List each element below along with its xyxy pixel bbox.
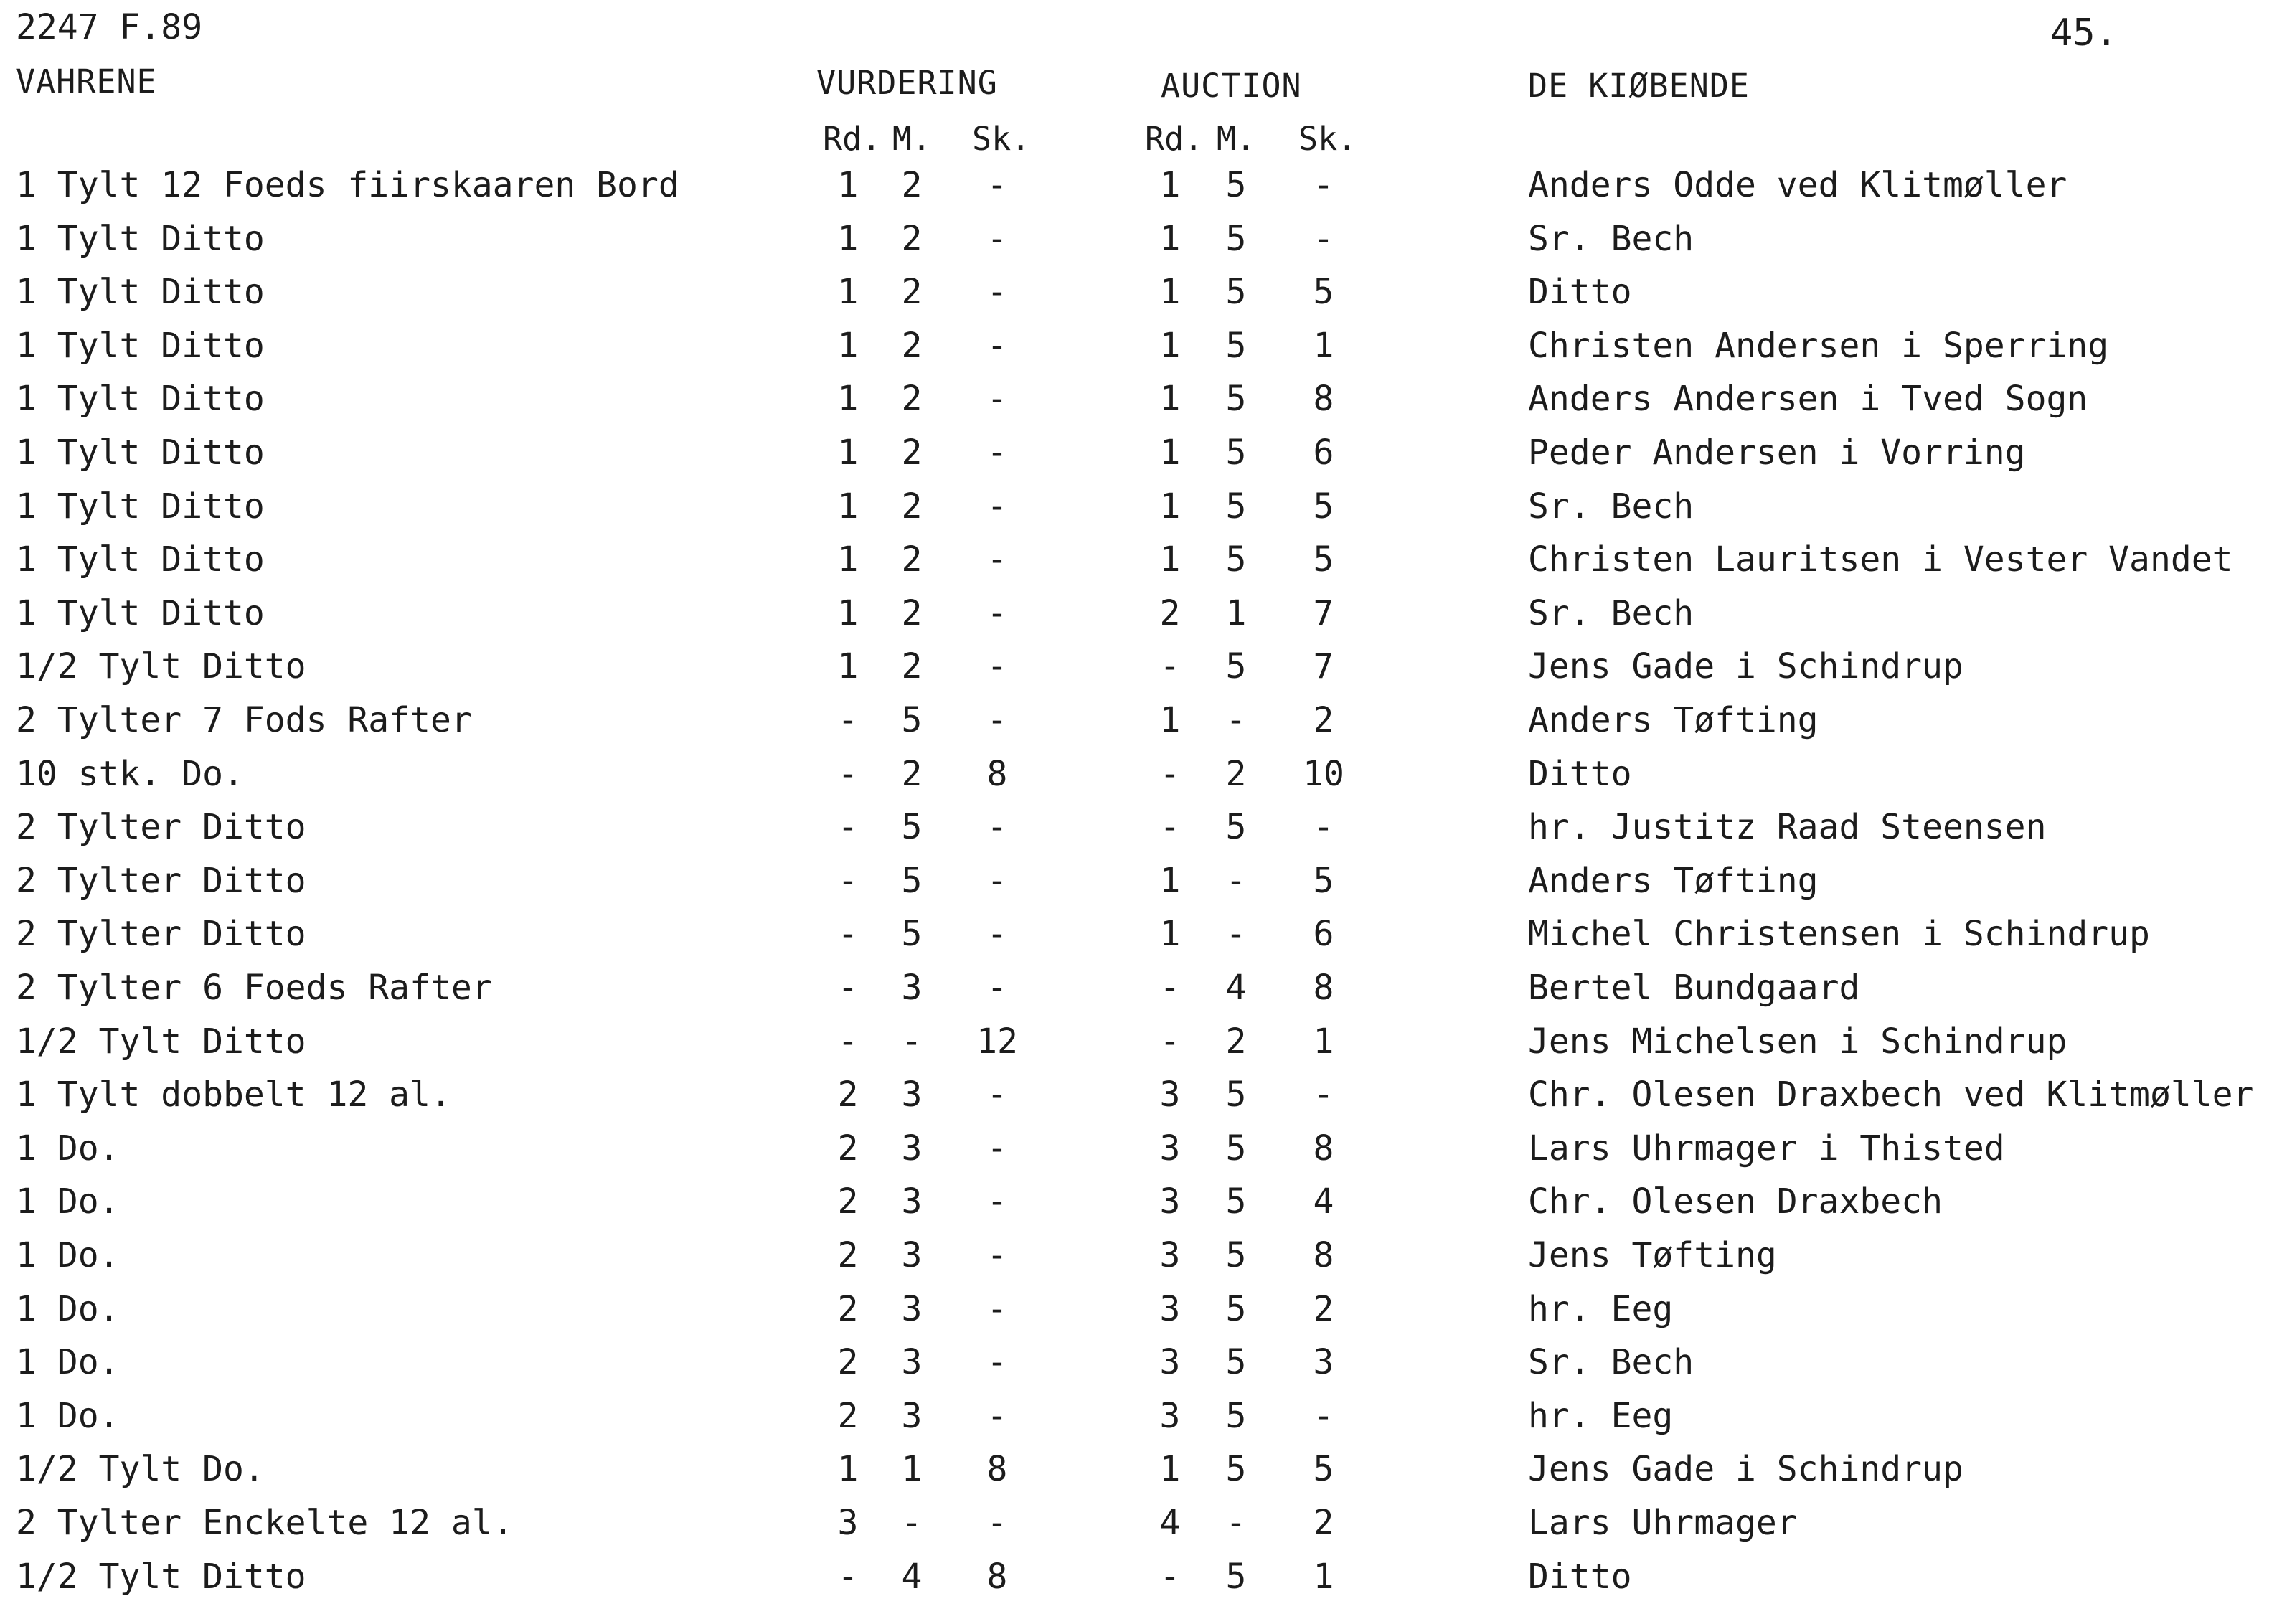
ledger-row bbox=[0, 272, 2287, 315]
item-description: 2 Tylter Ditto bbox=[16, 861, 306, 901]
archive-reference: 2247 F.89 bbox=[16, 7, 203, 47]
auction-m: - bbox=[1225, 861, 1247, 901]
auction-rd: 1 bbox=[1159, 433, 1181, 473]
item-description: 1 Do. bbox=[16, 1235, 120, 1275]
vurdering-m: 1 bbox=[901, 1449, 923, 1489]
buyer-name: Christen Andersen i Sperring bbox=[1528, 326, 2109, 366]
auction-rd: 3 bbox=[1159, 1396, 1181, 1436]
buyer-name: Sr. Bech bbox=[1528, 486, 1694, 527]
buyer-name: Sr. Bech bbox=[1528, 219, 1694, 259]
ledger-row bbox=[0, 1235, 2287, 1278]
auction-rd: 3 bbox=[1159, 1342, 1181, 1382]
buyer-name: Jens Gade i Schindrup bbox=[1528, 1449, 1963, 1489]
auction-rd: 2 bbox=[1159, 593, 1181, 633]
vurdering-rd: 1 bbox=[837, 379, 859, 419]
auction-m: 4 bbox=[1225, 968, 1247, 1008]
vurdering-sk: - bbox=[986, 379, 1008, 419]
auction-sk: 5 bbox=[1313, 861, 1334, 901]
auction-sk: 7 bbox=[1313, 646, 1334, 686]
buyer-name: Jens Tøfting bbox=[1528, 1235, 1777, 1275]
auction-rd: 1 bbox=[1159, 914, 1181, 954]
vurdering-m: 3 bbox=[901, 1396, 923, 1436]
item-description: 1 Do. bbox=[16, 1181, 120, 1222]
vurdering-rd: 2 bbox=[837, 1128, 859, 1169]
vurdering-sk: - bbox=[986, 219, 1008, 259]
ledger-row bbox=[0, 433, 2287, 476]
buyer-name: Peder Andersen i Vorring bbox=[1528, 433, 2026, 473]
vurdering-sk: - bbox=[986, 433, 1008, 473]
auction-m: 5 bbox=[1225, 1557, 1247, 1597]
item-description: 1 Do. bbox=[16, 1128, 120, 1169]
ledger-row bbox=[0, 807, 2287, 850]
vurdering-rd: 1 bbox=[837, 646, 859, 686]
vurdering-sk: - bbox=[986, 807, 1008, 847]
vurdering-m: 5 bbox=[901, 700, 923, 740]
auction-rd: 1 bbox=[1159, 379, 1181, 419]
vurdering-rd: - bbox=[837, 968, 859, 1008]
vurdering-rd: - bbox=[837, 700, 859, 740]
item-description: 1 Do. bbox=[16, 1289, 120, 1329]
auction-m: 5 bbox=[1225, 1235, 1247, 1275]
buyer-name: Jens Gade i Schindrup bbox=[1528, 646, 1963, 686]
buyer-name: Sr. Bech bbox=[1528, 593, 1694, 633]
vurdering-rd: - bbox=[837, 754, 859, 794]
auction-m: 5 bbox=[1225, 646, 1247, 686]
item-description: 1 Tylt Ditto bbox=[16, 219, 265, 259]
vurdering-m: - bbox=[901, 1503, 923, 1543]
vurdering-m: 2 bbox=[901, 646, 923, 686]
vurdering-rd: 1 bbox=[837, 1449, 859, 1489]
vurdering-sk: - bbox=[986, 1342, 1008, 1382]
ledger-row bbox=[0, 219, 2287, 262]
ledger-row bbox=[0, 968, 2287, 1011]
vurdering-sk-header: Sk. bbox=[972, 120, 1031, 158]
auction-m: 5 bbox=[1225, 219, 1247, 259]
vurdering-rd: 2 bbox=[837, 1235, 859, 1275]
item-description: 1 Tylt 12 Foeds fiirskaaren Bord bbox=[16, 165, 679, 205]
auction-sk: 3 bbox=[1313, 1342, 1334, 1382]
auction-m: 5 bbox=[1225, 807, 1247, 847]
vurdering-sk: 12 bbox=[976, 1021, 1018, 1062]
ledger-row bbox=[0, 646, 2287, 689]
vurdering-rd: - bbox=[837, 914, 859, 954]
item-description: 1 Tylt Ditto bbox=[16, 593, 265, 633]
ledger-row bbox=[0, 486, 2287, 529]
vurdering-m: 2 bbox=[901, 219, 923, 259]
item-description: 1/2 Tylt Ditto bbox=[16, 646, 306, 686]
vurdering-m: 2 bbox=[901, 433, 923, 473]
auction-sk: 6 bbox=[1313, 433, 1334, 473]
ledger-row bbox=[0, 1503, 2287, 1546]
ledger-row bbox=[0, 1557, 2287, 1600]
vurdering-rd: 1 bbox=[837, 272, 859, 312]
auction-sk: 7 bbox=[1313, 593, 1334, 633]
vurdering-m: 2 bbox=[901, 593, 923, 633]
auction-sk: - bbox=[1313, 165, 1334, 205]
auction-rd: 3 bbox=[1159, 1128, 1181, 1169]
vurdering-rd: 2 bbox=[837, 1181, 859, 1222]
auction-sk: 1 bbox=[1313, 1021, 1334, 1062]
auction-sk: - bbox=[1313, 219, 1334, 259]
auction-rd: 1 bbox=[1159, 219, 1181, 259]
vurdering-sk: - bbox=[986, 1181, 1008, 1222]
item-description: 1/2 Tylt Do. bbox=[16, 1449, 265, 1489]
vurdering-m: 2 bbox=[901, 326, 923, 366]
vurdering-rd: 1 bbox=[837, 433, 859, 473]
vurdering-m: 5 bbox=[901, 861, 923, 901]
header-varer: VAHRENE bbox=[16, 62, 157, 100]
vurdering-rd: 2 bbox=[837, 1396, 859, 1436]
ledger-row bbox=[0, 914, 2287, 957]
buyer-name: hr. Justitz Raad Steensen bbox=[1528, 807, 2047, 847]
vurdering-m: 3 bbox=[901, 1128, 923, 1169]
auction-sk: 5 bbox=[1313, 539, 1334, 580]
ledger-row bbox=[0, 700, 2287, 743]
buyer-name: Michel Christensen i Schindrup bbox=[1528, 914, 2150, 954]
buyer-name: Lars Uhrmager bbox=[1528, 1503, 1798, 1543]
vurdering-m: 3 bbox=[901, 1289, 923, 1329]
auction-m: 5 bbox=[1225, 379, 1247, 419]
auction-rd: 4 bbox=[1159, 1503, 1181, 1543]
ledger-row bbox=[0, 1289, 2287, 1332]
buyer-name: hr. Eeg bbox=[1528, 1396, 1674, 1436]
auction-sk: 5 bbox=[1313, 486, 1334, 527]
auction-m: 5 bbox=[1225, 1128, 1247, 1169]
vurdering-m: 3 bbox=[901, 968, 923, 1008]
vurdering-sk: - bbox=[986, 1235, 1008, 1275]
auction-sk: 8 bbox=[1313, 379, 1334, 419]
auction-sk: 1 bbox=[1313, 326, 1334, 366]
ledger-row bbox=[0, 326, 2287, 369]
vurdering-sk: 8 bbox=[986, 1557, 1008, 1597]
vurdering-m: 2 bbox=[901, 754, 923, 794]
auction-sk-header: Sk. bbox=[1298, 120, 1357, 158]
auction-m: 5 bbox=[1225, 539, 1247, 580]
auction-sk: - bbox=[1313, 807, 1334, 847]
auction-sk: 5 bbox=[1313, 1449, 1334, 1489]
auction-m: 5 bbox=[1225, 1342, 1247, 1382]
header-kobende: DE KIØBENDE bbox=[1528, 67, 1750, 105]
vurdering-sk: - bbox=[986, 1075, 1008, 1115]
auction-sk: 8 bbox=[1313, 968, 1334, 1008]
buyer-name: Ditto bbox=[1528, 272, 1632, 312]
auction-m: - bbox=[1225, 914, 1247, 954]
vurdering-sk: - bbox=[986, 968, 1008, 1008]
auction-m-header: M. bbox=[1216, 120, 1256, 158]
auction-sk: 4 bbox=[1313, 1181, 1334, 1222]
vurdering-sk: - bbox=[986, 1289, 1008, 1329]
auction-rd: 1 bbox=[1159, 700, 1181, 740]
vurdering-rd: - bbox=[837, 1557, 859, 1597]
ledger-row bbox=[0, 1449, 2287, 1492]
vurdering-rd: 1 bbox=[837, 219, 859, 259]
vurdering-rd: 2 bbox=[837, 1289, 859, 1329]
vurdering-sk: - bbox=[986, 326, 1008, 366]
auction-sk: 8 bbox=[1313, 1235, 1334, 1275]
ledger-row bbox=[0, 1075, 2287, 1118]
auction-rd-header: Rd. bbox=[1145, 120, 1204, 158]
item-description: 10 stk. Do. bbox=[16, 754, 244, 794]
item-description: 1/2 Tylt Ditto bbox=[16, 1557, 306, 1597]
auction-rd: - bbox=[1159, 1021, 1181, 1062]
auction-rd: 1 bbox=[1159, 486, 1181, 527]
vurdering-m: 2 bbox=[901, 272, 923, 312]
auction-m: - bbox=[1225, 1503, 1247, 1543]
vurdering-sk: - bbox=[986, 1128, 1008, 1169]
auction-rd: 3 bbox=[1159, 1289, 1181, 1329]
ledger-row bbox=[0, 1181, 2287, 1224]
buyer-name: Ditto bbox=[1528, 754, 1632, 794]
vurdering-sk: - bbox=[986, 914, 1008, 954]
ledger-row bbox=[0, 754, 2287, 797]
buyer-name: Anders Andersen i Tved Sogn bbox=[1528, 379, 2088, 419]
vurdering-sk: 8 bbox=[986, 754, 1008, 794]
auction-m: 5 bbox=[1225, 1075, 1247, 1115]
buyer-name: Lars Uhrmager i Thisted bbox=[1528, 1128, 2005, 1169]
item-description: 1 Tylt Ditto bbox=[16, 379, 265, 419]
buyer-name: Sr. Bech bbox=[1528, 1342, 1694, 1382]
auction-rd: 1 bbox=[1159, 272, 1181, 312]
item-description: 2 Tylter Enckelte 12 al. bbox=[16, 1503, 514, 1543]
buyer-name: Christen Lauritsen i Vester Vandet bbox=[1528, 539, 2233, 580]
vurdering-sk: - bbox=[986, 165, 1008, 205]
auction-rd: 1 bbox=[1159, 326, 1181, 366]
auction-m: 5 bbox=[1225, 1396, 1247, 1436]
auction-sk: - bbox=[1313, 1075, 1334, 1115]
auction-rd: 1 bbox=[1159, 165, 1181, 205]
auction-rd: - bbox=[1159, 646, 1181, 686]
buyer-name: Ditto bbox=[1528, 1557, 1632, 1597]
vurdering-rd: - bbox=[837, 861, 859, 901]
auction-sk: 10 bbox=[1303, 754, 1344, 794]
auction-sk: 2 bbox=[1313, 1289, 1334, 1329]
auction-rd: - bbox=[1159, 754, 1181, 794]
vurdering-rd: 3 bbox=[837, 1503, 859, 1543]
item-description: 1 Tylt Ditto bbox=[16, 433, 265, 473]
vurdering-rd: 1 bbox=[837, 539, 859, 580]
buyer-name: Anders Odde ved Klitmøller bbox=[1528, 165, 2067, 205]
auction-m: 5 bbox=[1225, 272, 1247, 312]
item-description: 1 Tylt Ditto bbox=[16, 272, 265, 312]
auction-sk: 6 bbox=[1313, 914, 1334, 954]
vurdering-m: 4 bbox=[901, 1557, 923, 1597]
vurdering-sk: - bbox=[986, 1503, 1008, 1543]
vurdering-m: 2 bbox=[901, 379, 923, 419]
vurdering-sk: - bbox=[986, 272, 1008, 312]
vurdering-rd-header: Rd. bbox=[823, 120, 882, 158]
auction-rd: 3 bbox=[1159, 1181, 1181, 1222]
vurdering-sk: - bbox=[986, 700, 1008, 740]
ledger-row bbox=[0, 539, 2287, 582]
vurdering-m: 5 bbox=[901, 807, 923, 847]
vurdering-m: 2 bbox=[901, 486, 923, 527]
item-description: 2 Tylter 7 Fods Rafter bbox=[16, 700, 472, 740]
vurdering-sk: - bbox=[986, 861, 1008, 901]
auction-rd: - bbox=[1159, 807, 1181, 847]
auction-m: 2 bbox=[1225, 1021, 1247, 1062]
ledger-row bbox=[0, 861, 2287, 904]
vurdering-m: 5 bbox=[901, 914, 923, 954]
vurdering-m: 3 bbox=[901, 1235, 923, 1275]
item-description: 2 Tylter Ditto bbox=[16, 914, 306, 954]
auction-rd: 3 bbox=[1159, 1235, 1181, 1275]
auction-m: 5 bbox=[1225, 1289, 1247, 1329]
item-description: 2 Tylter 6 Foeds Rafter bbox=[16, 968, 493, 1008]
buyer-name: Anders Tøfting bbox=[1528, 861, 1819, 901]
item-description: 1 Tylt dobbelt 12 al. bbox=[16, 1075, 451, 1115]
auction-m: 5 bbox=[1225, 326, 1247, 366]
vurdering-m-header: M. bbox=[892, 120, 932, 158]
auction-rd: - bbox=[1159, 968, 1181, 1008]
buyer-name: Chr. Olesen Draxbech bbox=[1528, 1181, 1943, 1222]
vurdering-rd: 1 bbox=[837, 486, 859, 527]
header-vurdering: VURDERING bbox=[816, 64, 998, 102]
auction-sk: 5 bbox=[1313, 272, 1334, 312]
auction-m: 5 bbox=[1225, 1181, 1247, 1222]
ledger-row bbox=[0, 1396, 2287, 1439]
ledger-row bbox=[0, 1128, 2287, 1171]
vurdering-sk: - bbox=[986, 486, 1008, 527]
vurdering-m: - bbox=[901, 1021, 923, 1062]
auction-m: - bbox=[1225, 700, 1247, 740]
item-description: 1 Tylt Ditto bbox=[16, 539, 265, 580]
item-description: 2 Tylter Ditto bbox=[16, 807, 306, 847]
vurdering-rd: 1 bbox=[837, 326, 859, 366]
vurdering-m: 2 bbox=[901, 165, 923, 205]
auction-m: 5 bbox=[1225, 165, 1247, 205]
auction-rd: 1 bbox=[1159, 1449, 1181, 1489]
item-description: 1 Tylt Ditto bbox=[16, 326, 265, 366]
vurdering-m: 3 bbox=[901, 1075, 923, 1115]
vurdering-rd: - bbox=[837, 807, 859, 847]
auction-m: 5 bbox=[1225, 486, 1247, 527]
vurdering-m: 3 bbox=[901, 1342, 923, 1382]
vurdering-sk: - bbox=[986, 593, 1008, 633]
vurdering-sk: 8 bbox=[986, 1449, 1008, 1489]
auction-m: 5 bbox=[1225, 433, 1247, 473]
buyer-name: Chr. Olesen Draxbech ved Klitmøller bbox=[1528, 1075, 2254, 1115]
auction-sk: 2 bbox=[1313, 700, 1334, 740]
auction-rd: - bbox=[1159, 1557, 1181, 1597]
vurdering-rd: 1 bbox=[837, 165, 859, 205]
auction-m: 1 bbox=[1225, 593, 1247, 633]
auction-sk: - bbox=[1313, 1396, 1334, 1436]
buyer-name: Anders Tøfting bbox=[1528, 700, 1819, 740]
auction-sk: 8 bbox=[1313, 1128, 1334, 1169]
item-description: 1 Do. bbox=[16, 1342, 120, 1382]
item-description: 1 Tylt Ditto bbox=[16, 486, 265, 527]
auction-m: 5 bbox=[1225, 1449, 1247, 1489]
ledger-row bbox=[0, 165, 2287, 208]
ledger-row bbox=[0, 1021, 2287, 1064]
auction-rd: 1 bbox=[1159, 539, 1181, 580]
buyer-name: Bertel Bundgaard bbox=[1528, 968, 1860, 1008]
buyer-name: Jens Michelsen i Schindrup bbox=[1528, 1021, 2067, 1062]
item-description: 1 Do. bbox=[16, 1396, 120, 1436]
vurdering-m: 2 bbox=[901, 539, 923, 580]
vurdering-rd: - bbox=[837, 1021, 859, 1062]
vurdering-sk: - bbox=[986, 539, 1008, 580]
header-auction: AUCTION bbox=[1161, 67, 1302, 105]
buyer-name: hr. Eeg bbox=[1528, 1289, 1674, 1329]
ledger-row bbox=[0, 593, 2287, 636]
auction-sk: 1 bbox=[1313, 1557, 1334, 1597]
vurdering-rd: 2 bbox=[837, 1342, 859, 1382]
vurdering-rd: 1 bbox=[837, 593, 859, 633]
page-number: 45. bbox=[2050, 11, 2118, 55]
item-description: 1/2 Tylt Ditto bbox=[16, 1021, 306, 1062]
auction-m: 2 bbox=[1225, 754, 1247, 794]
auction-rd: 1 bbox=[1159, 861, 1181, 901]
vurdering-sk: - bbox=[986, 1396, 1008, 1436]
vurdering-sk: - bbox=[986, 646, 1008, 686]
vurdering-rd: 2 bbox=[837, 1075, 859, 1115]
vurdering-m: 3 bbox=[901, 1181, 923, 1222]
auction-sk: 2 bbox=[1313, 1503, 1334, 1543]
ledger-row bbox=[0, 1342, 2287, 1385]
ledger-row bbox=[0, 379, 2287, 422]
auction-rd: 3 bbox=[1159, 1075, 1181, 1115]
